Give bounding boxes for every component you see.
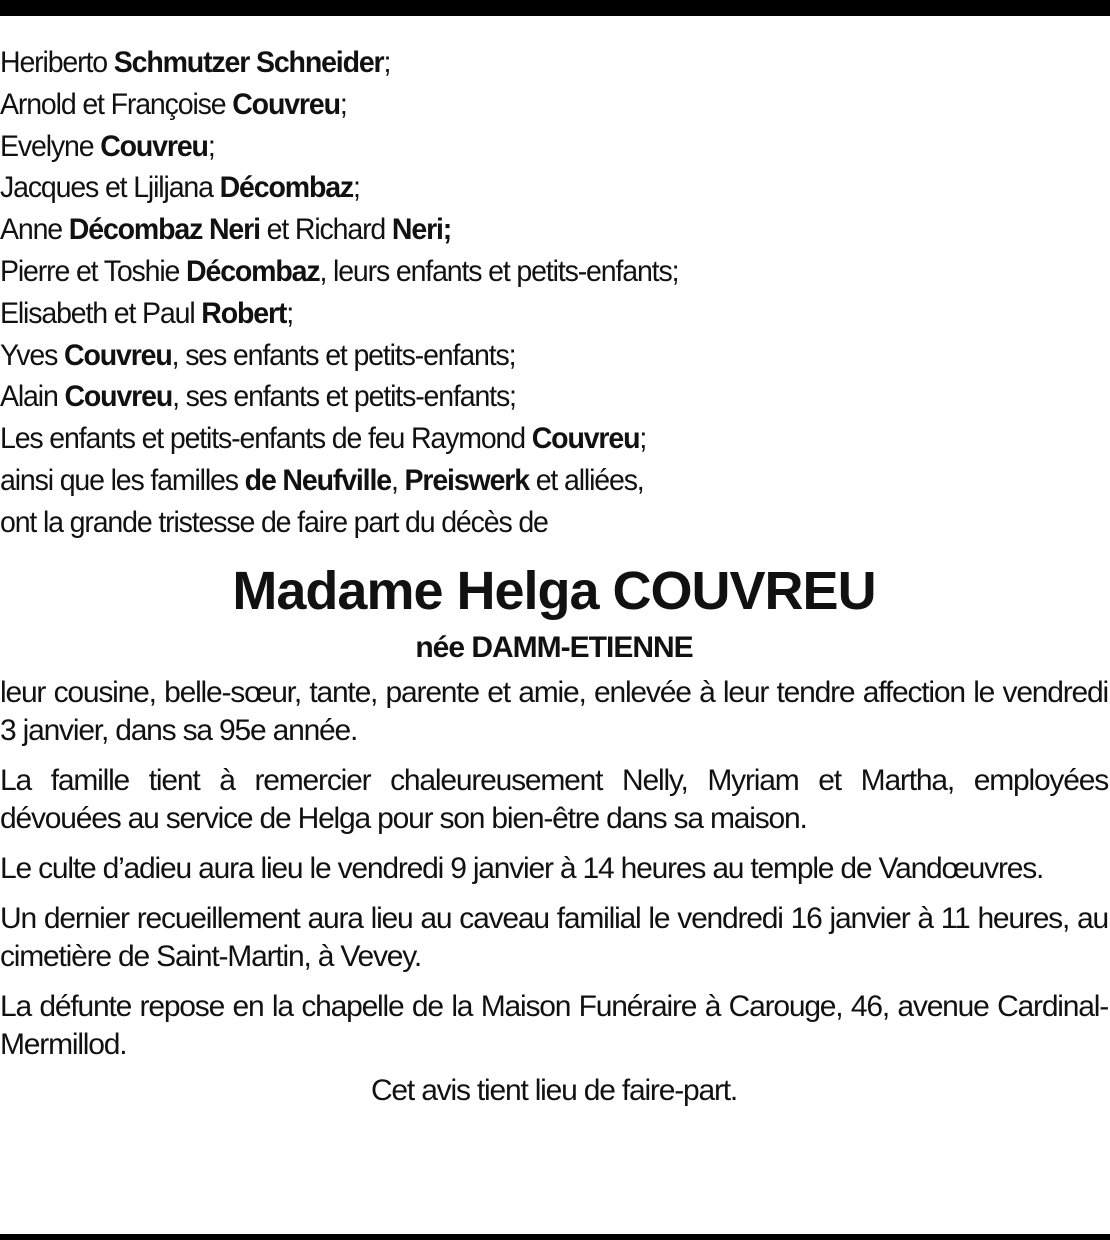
family-text: ; <box>639 422 647 456</box>
bottom-rule <box>0 1234 1110 1240</box>
family-text: ; <box>207 129 215 163</box>
family-line <box>0 126 1053 168</box>
family-text: Evelyne <box>0 129 101 163</box>
family-surname: Décombaz Neri <box>68 213 260 247</box>
family-text: Alain <box>0 380 65 414</box>
family-line <box>0 209 1053 251</box>
paragraph: La famille tient à remercier chaleureusement Nelly, Myriam et Martha, employées dévouées au service de Helga pour son bien-être dans sa maison. <box>0 763 1108 835</box>
family-text: Jacques et Ljiljana <box>0 171 220 205</box>
family-text: ; <box>353 171 360 205</box>
paragraph: La défunte repose en la chapelle de la Maison Funéraire à Carouge, 46, avenue Cardinal-Mermillod. <box>0 989 1108 1061</box>
family-text: Pierre et Toshie <box>0 254 187 288</box>
family-text: et Richard <box>259 213 392 247</box>
family-line <box>0 293 1053 335</box>
family-text: Anne <box>0 213 69 247</box>
family-surname: Couvreu <box>531 422 640 456</box>
family-text: ; <box>286 296 294 330</box>
family-surname: Couvreu <box>232 87 340 121</box>
family-list <box>0 42 1108 544</box>
family-line <box>0 251 1053 293</box>
family-text: , <box>390 463 405 497</box>
family-text: , ses enfants et petits-enfants; <box>172 380 516 414</box>
family-text: ont la grande tristesse de faire part du décès de <box>0 505 548 539</box>
family-line <box>0 502 1053 544</box>
family-text: Arnold et Françoise <box>0 87 233 121</box>
family-line <box>0 84 1053 126</box>
family-text: ; <box>339 87 347 121</box>
family-surname: Preiswerk <box>404 463 529 497</box>
family-line <box>0 418 1053 460</box>
family-line <box>0 167 1053 209</box>
family-text: Yves <box>0 338 65 372</box>
family-text: Les enfants et petits-enfants de feu Raymond <box>0 422 532 456</box>
paragraph: Le culte d’adieu aura lieu le vendredi 9 janvier à 14 heures au temple de Vandœuvres. <box>0 851 1044 885</box>
top-rule <box>0 0 1110 16</box>
deceased-name: Madame Helga COUVREU <box>232 560 876 621</box>
paragraph: leur cousine, belle-sœur, tante, parente et amie, enlevée à leur tendre affection le vendredi 3 janvier, dans sa 95e année. <box>0 675 1108 747</box>
family-surname: Décombaz <box>186 254 320 288</box>
family-text: Elisabeth et Paul <box>0 296 202 330</box>
closing-note: Cet avis tient lieu de faire-part. <box>370 1073 738 1107</box>
family-surname: Schmutzer Schneider <box>113 46 384 79</box>
deceased-birth-name: née DAMM-ETIENNE <box>415 630 693 664</box>
family-line <box>0 460 1053 502</box>
family-text: ; <box>383 46 391 79</box>
family-surname: de Neufville <box>244 463 391 497</box>
family-text: , leurs enfants et petits-enfants; <box>319 254 679 288</box>
family-surname: Couvreu <box>100 129 208 163</box>
family-surname: Neri; <box>391 213 452 247</box>
family-surname: Couvreu <box>64 338 172 372</box>
paragraph: Un dernier recueillement aura lieu au caveau familial le vendredi 16 janvier à 11 heures, au cimetière de Saint-Martin, à Vevey. <box>0 901 1108 973</box>
family-line <box>0 42 1053 84</box>
obituary-notice <box>0 42 1108 1110</box>
family-text: , ses enfants et petits-enfants; <box>171 338 516 372</box>
family-line <box>0 376 1053 418</box>
family-text: ainsi que les familles <box>0 463 245 497</box>
family-text: Heriberto <box>0 46 114 79</box>
family-text: et alliées, <box>528 463 644 497</box>
family-surname: Décombaz <box>219 171 354 205</box>
family-surname: Robert <box>201 296 287 330</box>
family-surname: Couvreu <box>64 380 173 414</box>
family-line <box>0 335 1053 377</box>
